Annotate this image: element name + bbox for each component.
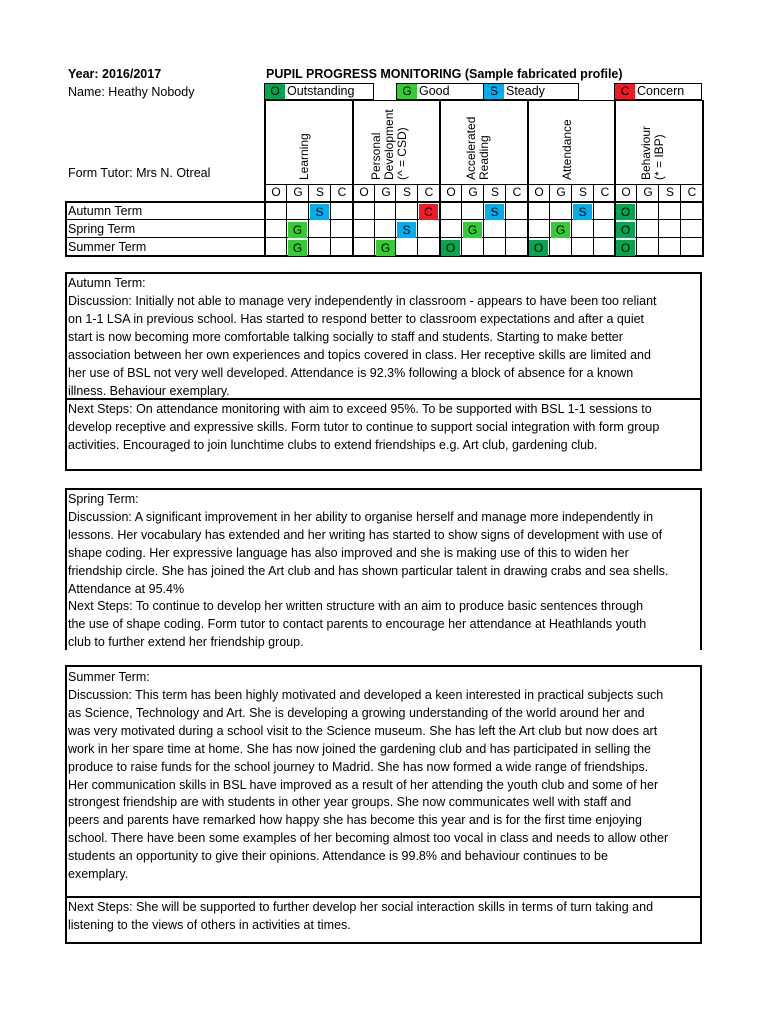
grade-letter-header: G [643, 185, 653, 199]
grade-cell: S [397, 222, 416, 238]
grade-cell: G [551, 222, 570, 238]
category-header-4 [618, 100, 705, 182]
category-header-0 [268, 100, 355, 182]
summer-heading: Summer Term: [68, 670, 150, 684]
grade-letter-header: G [468, 185, 478, 199]
category-line: (* = IBP) [651, 134, 666, 180]
category-header-text [370, 100, 409, 182]
grade-cell: O [529, 240, 548, 256]
year-label: Year: 2016/2017 [68, 67, 162, 81]
summer-discussion: Discussion: This term has been highly motivated and developed a keen interested in practical subjects such as Science, Technology and Art. She is developing a growing understanding of the world around her and was very motivated during a school visit to the Science museum. She has left the Art club but now does art work in her spare time at home. She has now joined the gardening club and has participated in selling the produce to raise funds for the school journey to Madrid. She has now formed a wide range of friendships. Her communication skills in BSL have improved as a result of her attending the youth club and some of her strongest friendship are with students in other year groups. She now communicates well with staff and peers and parents have remarked how happy she has become this year and is for the first time enjoying school. There have been some examples of her becoming almost too vocal in class and needs to allow other students an opportunity to give their opinions. Attendance is 99.8% and behaviour continues to be exemplary. [68, 688, 669, 882]
grade-cell: G [376, 240, 395, 256]
grade-cell: O [616, 222, 635, 238]
category-line: Personal [368, 132, 383, 180]
grade-letter-header: G [556, 185, 566, 199]
grade-cell: O [616, 240, 635, 256]
summer-divider [65, 896, 702, 898]
grade-letter-header: C [687, 185, 697, 199]
grade-letter-header: O [359, 185, 369, 199]
grade-letter-header: S [490, 185, 499, 199]
grid-line-left [65, 201, 67, 257]
grade-letter-header: S [665, 185, 674, 199]
legend-label-good: Good [419, 84, 450, 98]
grade-letter-header: O [534, 185, 544, 199]
legend-code-good: G [397, 84, 417, 99]
category-header-2 [443, 100, 530, 182]
grade-cell: S [573, 204, 592, 220]
grade-letter-header: G [293, 185, 303, 199]
grade-letter-header: G [381, 185, 391, 199]
grade-cell: G [463, 222, 482, 238]
grade-letter-header: C [337, 185, 347, 199]
autumn-discussion: Discussion: Initially not able to manage very independently in classroom - appears to have been too reliant on 1-1 LSA in previous school. Has started to respond better to classroom expectations and after a quiet start is now becoming more comfortable talking socially to staff and students. Starting to make better association between her own experiences and topics covered in class. Her receptive skills are limited and her use of BSL not very well developed. Attendance is 92.3% following a block of absence for a known illness. Behaviour exemplary. [68, 294, 657, 398]
category-line: Learning [296, 133, 311, 180]
grade-letter-header: O [621, 185, 631, 199]
autumn-heading: Autumn Term: [68, 276, 146, 290]
category-line: Development [381, 109, 396, 180]
grade-letter-header: S [578, 185, 587, 199]
grade-cell: G [288, 240, 307, 256]
grade-cell: C [419, 204, 438, 220]
page-title: PUPIL PROGRESS MONITORING (Sample fabricated profile) [266, 67, 623, 81]
autumn-next-steps: Next Steps: On attendance monitoring with aim to exceed 95%. To be supported with BSL 1-1 sessions to develop receptive and expressive skills. Form tutor to continue to support social integration with form group activities. Encouraged to join lunchtime clubs to extend friendships e.g. Art club, gardening club. [68, 402, 660, 452]
term-label: Autumn Term [68, 204, 143, 218]
grade-cell: O [441, 240, 460, 256]
category-line: Behaviour [638, 125, 653, 180]
grade-letter-header: O [446, 185, 456, 199]
legend-label-outstanding: Outstanding [287, 84, 355, 98]
grade-cell: S [310, 204, 329, 220]
grade-letter-header: S [315, 185, 324, 199]
spring-heading: Spring Term: [68, 492, 139, 506]
category-header-text [640, 100, 666, 182]
category-line: Accelerated [463, 116, 478, 180]
grade-letter-header: S [402, 185, 411, 199]
legend-code-outstanding: O [265, 84, 285, 99]
grade-letter-header: C [512, 185, 522, 199]
category-header-text [561, 100, 574, 182]
term-label: Spring Term [68, 222, 136, 236]
spring-discussion: Discussion: A significant improvement in her ability to organise herself and manage more independently in lessons. Her vocabulary has extended and her writing has started to show signs of development with use of shape coding. Her expressive language has also improved and she is making use of this to widen her friendship circle. She has joined the Art club and has shown particular talent in drawing crabs and sea shells. Attendance at 95.4% [68, 510, 669, 596]
grade-letter-header: C [600, 185, 610, 199]
legend-label-concern: Concern [637, 84, 685, 98]
legend-code-steady: S [484, 84, 504, 99]
category-header-text [465, 100, 491, 182]
grade-letter-header: O [271, 185, 281, 199]
summer-next-steps: Next Steps: She will be supported to further develop her social interaction skills in terms of turn taking and listening to the views of others in activities at times. [68, 900, 654, 932]
grade-cell: G [288, 222, 307, 238]
category-line: Reading [476, 135, 491, 180]
term-label: Summer Term [68, 240, 147, 254]
legend-good [396, 83, 486, 100]
category-header-3 [531, 100, 618, 182]
spring-next-steps: Next Steps: To continue to develop her written structure with an aim to produce basic sentences through the use of shape coding. Form tutor to contact parents to encourage her attendance at Heathlands youth club to further extend her friendship group. [68, 599, 647, 649]
legend-concern [614, 83, 702, 100]
grade-cell: O [616, 204, 635, 220]
grid-line-category [264, 100, 266, 257]
category-header-text [298, 100, 311, 182]
grade-cell: S [485, 204, 504, 220]
form-tutor: Form Tutor: Mrs N. Otreal [68, 166, 211, 180]
category-line: Attendance [559, 119, 574, 180]
category-line: (^ = CSD) [394, 127, 409, 180]
pupil-name: Name: Heathy Nobody [68, 85, 195, 99]
category-header-1 [356, 100, 443, 182]
grade-letter-header: C [424, 185, 434, 199]
legend-label-steady: Steady [506, 84, 545, 98]
legend-outstanding [264, 83, 374, 100]
legend-code-concern: C [615, 84, 635, 99]
legend-steady [483, 83, 579, 100]
